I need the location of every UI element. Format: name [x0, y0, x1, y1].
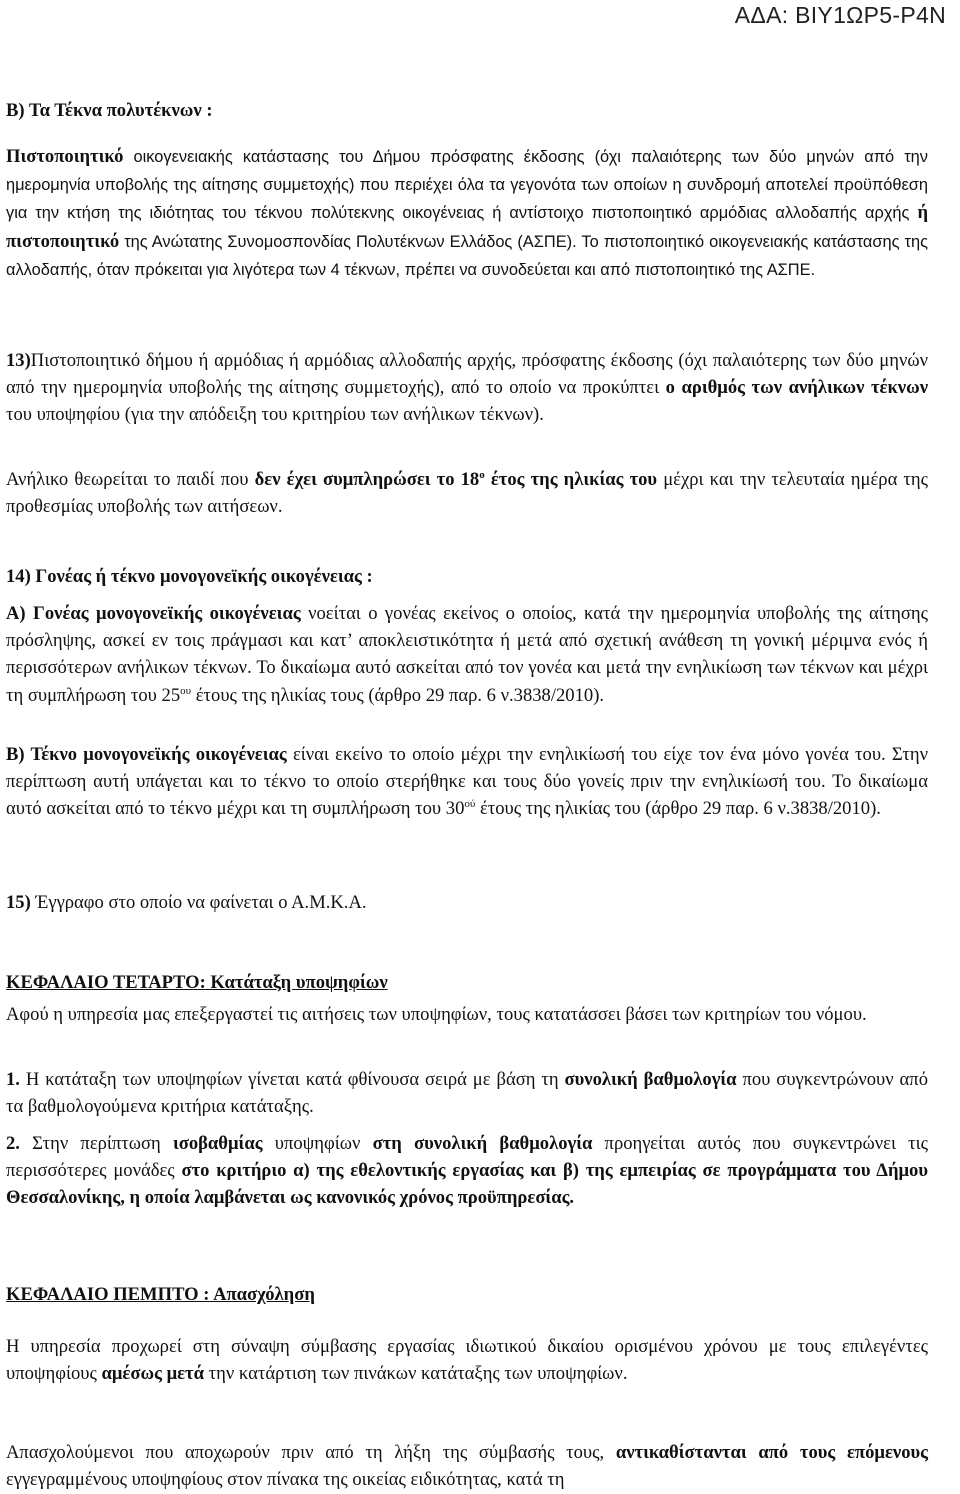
text: έτους της ηλικίας του (άρθρο 29 παρ. 6 ν.3838/2010). [475, 798, 881, 820]
text: Στην περίπτωση [19, 1133, 173, 1154]
paragraph-family-status-certificate [6, 143, 928, 284]
bold-text: ισοβαθμίας [172, 1133, 263, 1154]
text: προηγείται αυτός που συγκεντρώνει τις περισσότερες μονάδες [6, 1133, 928, 1182]
bold-text: στο κριτήριο α) της εθελοντικής εργασίας και β) της εμπειρίας σε προγράμματα του Δήμου Θεσσαλονίκης, η οποία λαμβάνεται ως κανονικός χρόνος προϋπηρεσίας. [6, 1160, 928, 1209]
paragraph-13-minor-children [6, 347, 928, 429]
superscript: ού [464, 798, 476, 811]
paragraph-single-parent-definition [6, 600, 928, 709]
paragraph-minor-definition [6, 466, 928, 520]
bold-text: συνολική βαθμολογία [564, 1069, 737, 1090]
paragraph-employment-contract [6, 1333, 928, 1387]
text: που συγκεντρώνουν από τα βαθμολογούμενα κριτήρια κατάταξης. [6, 1069, 928, 1118]
bold-text: Α) Γονέας μονογονεϊκής οικογένειας [6, 603, 301, 624]
paragraph-15-amka [6, 889, 928, 916]
text: εγγεγραμμένους υποψηφίους στον πίνακα της οικείας ειδικότητας, κατά τη [6, 1469, 565, 1491]
text: οικογενειακής κατάστασης του Δήμου πρόσφατης έκδοσης (όχι παλαιότερης των δύο μηνών από την ημερομηνία υποβολής της αίτησης συμμετοχής) που περιέχει όλα τα γεγονότα των οποίων η συνδρομή αποτελεί προϋπόθεση για την κτήση της ιδιότητας του τέκνου πολύτεκνης οικογένειας ή αντίστοιχο πιστοποιητικό αρμόδιας αλλοδαπής αρχής [6, 148, 928, 223]
paragraph-ranking-rule-1 [6, 1066, 928, 1120]
text: του υποψηφίου (για την απόδειξη του κριτηρίου των ανήλικων τέκνων). [6, 404, 544, 426]
paragraph-ranking-rule-2 [6, 1130, 928, 1212]
section-heading-children-of-large-families: Β) Τα Τέκνα πολυτέκνων : [6, 100, 213, 121]
chapter-heading-employment: ΚΕΦΑΛΑΙΟ ΠΕΜΠΤΟ : Απασχόληση [6, 1284, 315, 1305]
bold-text: στη συνολική βαθμολογία [372, 1133, 593, 1154]
superscript: ου [180, 684, 192, 697]
bold-text: δεν έχει συμπληρώσει το 18 [254, 469, 480, 490]
item-number: 1. [6, 1069, 20, 1090]
text: Απασχολούμενοι που αποχωρούν πριν από τη λήξη της σύμβασής τους, [6, 1442, 616, 1463]
superscript: ο [479, 468, 485, 481]
item-number: 15) [6, 892, 31, 913]
item-number: 13) [6, 350, 31, 371]
text: Η κατάταξη των υποψηφίων γίνεται κατά φθίνουσα σειρά με βάση τη [19, 1069, 565, 1090]
item-number: 2. [6, 1133, 20, 1154]
section-heading-single-parent-family: 14) Γονέας ή τέκνο μονογονεϊκής οικογένειας : [6, 566, 373, 587]
text: νοείται ο γονέας εκείνος ο οποίος, κατά την ημερομηνία υποβολής της αίτησης πρόσληψης, ασκεί εν τοις πράγμασι και κατ’ αποκλειστικότητα ή μετά από σχετική ανάθεση τη γονική μέριμνα ενός ή περισσότερων ανήλικων τέκνων. Το δικαίωμα αυτό ασκείται από τον γονέα και μετά την ενηλικίωση των τέκνων και μέχρι τη συμπλήρωση του 25 [6, 603, 928, 706]
text: Έγγραφο στο οποίο να φαίνεται ο Α.Μ.Κ.Α. [30, 892, 367, 913]
text: Ανήλικο θεωρείται το παιδί που [6, 469, 255, 490]
paragraph-ranking-intro: Αφού η υπηρεσία μας επεξεργαστεί τις αιτήσεις των υποψηφίων, τους κατατάσσει βάσει των κριτηρίων του νόμου. [6, 1004, 867, 1025]
bold-text: ο αριθμός των ανήλικων τέκνων [665, 377, 928, 399]
text: μέχρι και την τελευταία ημέρα της προθεσμίας υποβολής των αιτήσεων. [6, 469, 928, 518]
text: της Ανώτατης Συνομοσπονδίας Πολυτέκνων Ελλάδος (ΑΣΠΕ). Το πιστοποιητικό οικογενειακής κατάστασης της αλλοδαπής, όταν πρόκειται για λιγότερα των 4 τέκνων, πρέπει να συνοδεύεται και από πιστοποιητικό της ΑΣΠΕ. [6, 232, 928, 279]
chapter-heading-ranking: ΚΕΦΑΛΑΙΟ ΤΕΤΑΡΤΟ: Κατάταξη υποψηφίων [6, 972, 388, 993]
bold-text: αμέσως μετά [101, 1363, 205, 1385]
paragraph-replacement [6, 1439, 928, 1493]
ada-code: ΑΔΑ: ΒΙΥ1ΩΡ5-Ρ4Ν [734, 2, 946, 28]
bold-text: Β) Τέκνο μονογονεϊκής οικογένειας [6, 744, 287, 765]
bold-text: ή πιστοποιητικό [6, 202, 928, 252]
text: υποψηφίων [262, 1133, 373, 1154]
text: Η υπηρεσία προχωρεί στη σύναψη σύμβασης εργασίας ιδιωτικού δικαίου ορισμένου χρόνου με τους επιλεγέντες υποψηφίους [6, 1336, 928, 1385]
paragraph-single-parent-child-definition [6, 741, 928, 823]
text: την κατάρτιση των πινάκων κατάταξης των υποψηφίων. [204, 1363, 628, 1385]
bold-text: Πιστοποιητικό [6, 146, 124, 167]
text: Πιστοποιητικό δήμου ή αρμόδιας ή αρμόδιας αλλοδαπής αρχής, πρόσφατης έκδοσης (όχι παλαιότερης των δύο μηνών από την ημερομηνία υποβολής της αίτησης συμμετοχής), από το οποίο να προκύπτει [6, 350, 928, 399]
bold-text: έτος της ηλικίας του [484, 469, 658, 490]
text: είναι εκείνο το οποίο μέχρι την ενηλικίωσή του είχε τον ένα μόνο γονέα του. Στην περίπτωση αυτή υπάγεται και το τέκνο το οποίο στερήθηκε και τους δύο γονείς πριν την ενηλικίωσή του. Το δικαίωμα αυτό ασκείται από το τέκνο μέχρι και τη συμπλήρωση του 30 [6, 744, 928, 820]
text: έτους της ηλικίας τους (άρθρο 29 παρ. 6 ν.3838/2010). [191, 684, 605, 706]
bold-text: αντικαθίστανται από τους επόμενους [615, 1442, 928, 1463]
